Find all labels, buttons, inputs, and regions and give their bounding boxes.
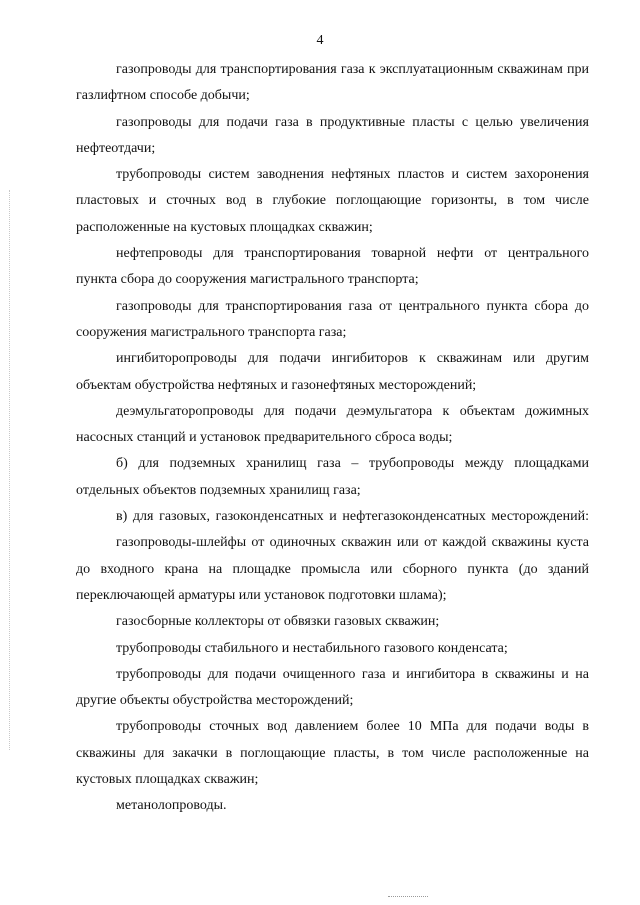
paragraph-flowlines: газопроводы-шлейфы от одиночных скважин или от каждой скважины куста до входного крана на площадке промысла или сборного пункта (до зданий переключающей арматуры или установок подготовки шлама); xyxy=(76,535,589,603)
paragraph-oil-pipelines: нефтепроводы для транспортирования товарной нефти от центрального пункта сбора до сооружения магистрального транспорта; xyxy=(76,246,589,288)
paragraph-underground-storage: б) для подземных хранилищ газа – трубопроводы между площадками отдельных объектов подземных хранилищ газа; xyxy=(76,456,589,498)
paragraph-gathering-collectors: газосборные коллекторы от обвязки газовых скважин; xyxy=(116,614,440,630)
paragraph-demulsifier-pipelines: деэмульгаторопроводы для подачи деэмульгатора к объектам дожимных насосных станций и установок предварительного сброса воды; xyxy=(76,403,589,446)
paragraph-condensate-pipelines: трубопроводы стабильного и нестабильного газового конденсата; xyxy=(116,640,508,656)
paragraph-gas-fields-heading: в) для газовых, газоконденсатных и нефтегазоконденсатных месторождений: xyxy=(116,509,589,525)
paragraph-wastewater-pipelines: трубопроводы сточных вод давлением более 10 МПа для подачи воды в скважины для закачки в поглощающие пласты, в том числе расположенные на кустовых площадках скважин; xyxy=(76,719,589,788)
page-number: 4 xyxy=(316,33,324,48)
paragraph-purified-gas-pipelines: трубопроводы для подачи очищенного газа и ингибитора в скважины и на другие объекты обустройства месторождений; xyxy=(76,666,589,709)
paragraph-methanol-pipelines: метанолопроводы. xyxy=(116,798,227,814)
paragraph-oil-recovery-gas-pipelines: газопроводы для подачи газа в продуктивные пласты с целью увеличения нефтеотдачи; xyxy=(76,114,589,156)
document-body xyxy=(76,57,589,820)
paragraph-gas-transport-pipelines: газопроводы для транспортирования газа от центрального пункта сбора до сооружения магистрального транспорта газа; xyxy=(76,298,589,340)
paragraph-waterflooding-pipelines: трубопроводы систем заводнения нефтяных пластов и систем захоронения пластовых и сточных вод в глубокие поглощающие горизонты, в том числе расположенные на кустовых площадках скважин; xyxy=(76,167,589,235)
scan-margin-artifact xyxy=(9,190,10,750)
paragraph-gas-lift-pipelines: газопроводы для транспортирования газа к эксплуатационным скважинам при газлифтном способе добычи; xyxy=(76,62,589,104)
paragraph-inhibitor-pipelines: ингибиторопроводы для подачи ингибиторов к скважинам или другим объектам обустройства нефтяных и газонефтяных месторождений; xyxy=(76,351,589,393)
scan-bottom-artifact xyxy=(388,896,428,897)
